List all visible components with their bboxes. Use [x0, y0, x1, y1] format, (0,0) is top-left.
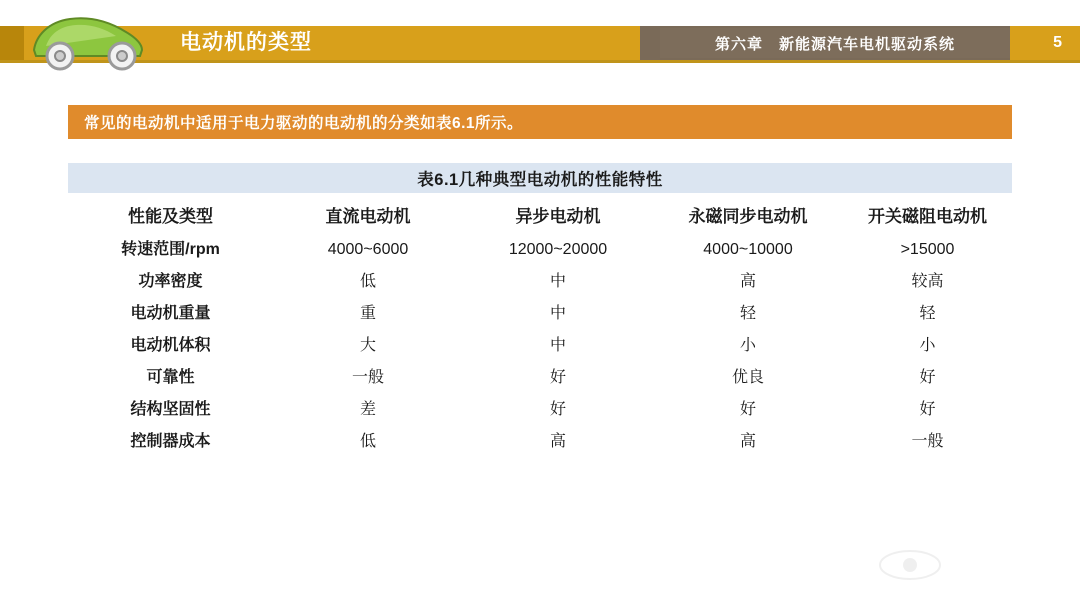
- table-row: [68, 394, 1012, 426]
- table-cell: 控制器成本: [130, 433, 211, 450]
- table-cell: 低: [359, 433, 376, 450]
- table-header-cell: 直流电动机: [325, 207, 411, 226]
- table-cell: 4000~10000: [703, 241, 793, 258]
- slide-header: [0, 0, 1080, 80]
- table-cell: >15000: [900, 241, 955, 258]
- table-cell: 小: [739, 337, 756, 354]
- table-cell: 重: [359, 305, 376, 322]
- table-cell: 好: [919, 369, 936, 386]
- table-header-cell: 性能及类型: [128, 207, 213, 226]
- table-cell: 差: [359, 401, 376, 418]
- statement-bar: 常见的电动机中适用于电力驱动的电动机的分类如表6.1所示。: [68, 105, 1012, 139]
- page-number: 5: [1053, 34, 1062, 51]
- table-body: [68, 201, 1012, 458]
- table-header-row: [68, 201, 1012, 234]
- table-cell: 优良: [731, 369, 764, 386]
- table-cell: 电动机重量: [130, 305, 211, 322]
- table-cell: 结构坚固性: [130, 401, 211, 418]
- table-cell: 转速范围/rpm: [121, 241, 220, 258]
- table-cell: 电动机体积: [130, 337, 211, 354]
- table-row: [68, 298, 1012, 330]
- watermark-icon: [878, 548, 942, 582]
- table-cell: 功率密度: [138, 273, 203, 290]
- table-cell: 4000~6000: [327, 241, 409, 258]
- table-cell: 高: [549, 433, 566, 450]
- table-cell: 好: [739, 401, 756, 418]
- table-row: [68, 362, 1012, 394]
- table-header-cell: 永磁同步电动机: [688, 207, 808, 226]
- table-header-cell: 异步电动机: [515, 207, 601, 226]
- table-cell: 高: [739, 433, 756, 450]
- performance-table: [68, 163, 1012, 458]
- table-cell: 一般: [911, 433, 944, 450]
- table-cell: 高: [739, 273, 756, 290]
- table-cell: 小: [919, 337, 936, 354]
- table-row: [68, 234, 1012, 266]
- table-caption: 表6.1几种典型电动机的性能特性: [68, 163, 1012, 193]
- table-row: [68, 266, 1012, 298]
- table-cell: 好: [549, 401, 566, 418]
- table-header-cell: 开关磁阻电动机: [868, 207, 987, 226]
- table-cell: 中: [549, 273, 566, 290]
- table-cell: 低: [359, 273, 376, 290]
- header-underline: [0, 60, 1080, 63]
- table-row: [68, 330, 1012, 362]
- table-cell: 轻: [919, 305, 936, 322]
- table-cell: 好: [549, 369, 566, 386]
- table-cell: 较高: [911, 273, 944, 290]
- table-cell: 轻: [739, 305, 756, 322]
- table-cell: 12000~20000: [508, 241, 608, 258]
- page-title: 电动机的类型: [180, 31, 312, 54]
- table-cell: 一般: [351, 369, 384, 386]
- table-cell: 大: [359, 337, 376, 354]
- chapter-label: 第六章 新能源汽车电机驱动系统: [660, 28, 1010, 58]
- table-row: [68, 426, 1012, 458]
- table-cell: 好: [919, 401, 936, 418]
- table-cell: 中: [549, 305, 566, 322]
- table-cell: 可靠性: [146, 369, 195, 386]
- green-car-icon: [22, 6, 152, 74]
- table-cell: 中: [549, 337, 566, 354]
